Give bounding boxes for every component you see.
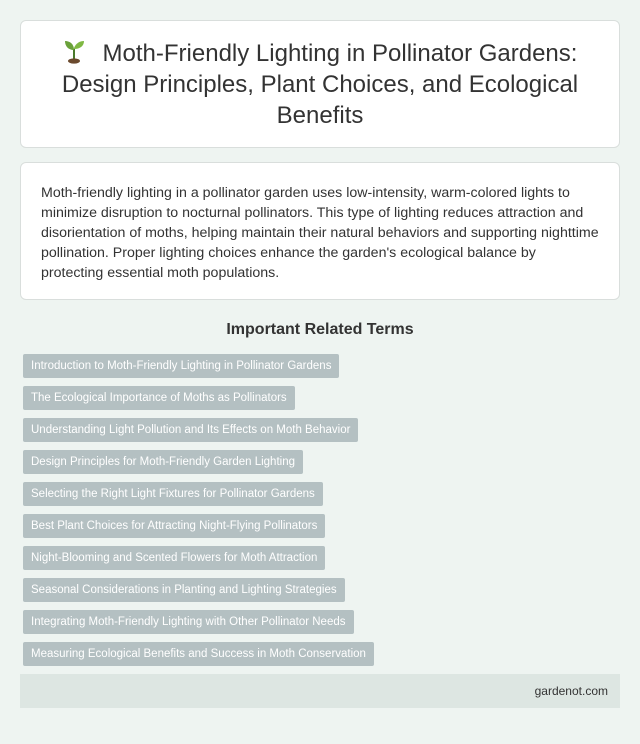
related-term-tag[interactable]: Integrating Moth-Friendly Lighting with Other Pollinator Needs: [23, 610, 354, 634]
related-term-tag[interactable]: The Ecological Importance of Moths as Pollinators: [23, 386, 295, 410]
related-terms-heading: Important Related Terms: [226, 321, 414, 338]
title-text: Moth-Friendly Lighting in Pollinator Gardens: Design Principles, Plant Choices, and Ecological Benefits: [61, 39, 579, 129]
sprout-icon: [63, 38, 85, 64]
summary-text: Moth-friendly lighting in a pollinator garden uses low-intensity, warm-colored lights to minimize disruption to nocturnal pollinators. This type of lighting reduces attraction and disorientation of moths, helping maintain their natural behaviors and supporting nighttime pollination. Proper lighting choices enhance the garden's ecological balance by protecting essential moth populations.: [41, 185, 599, 281]
related-term-tag[interactable]: Best Plant Choices for Attracting Night-Flying Pollinators: [23, 514, 325, 538]
title-card: [20, 20, 620, 148]
related-term-tag[interactable]: Night-Blooming and Scented Flowers for Moth Attraction: [23, 546, 325, 570]
related-term-tag[interactable]: Measuring Ecological Benefits and Success in Moth Conservation: [23, 642, 374, 666]
footer: [20, 674, 620, 708]
related-term-tag[interactable]: Introduction to Moth-Friendly Lighting in Pollinator Gardens: [23, 354, 339, 378]
page-title: [51, 38, 589, 131]
related-term-tag[interactable]: Selecting the Right Light Fixtures for Pollinator Gardens: [23, 482, 323, 506]
related-term-tag[interactable]: Understanding Light Pollution and Its Effects on Moth Behavior: [23, 418, 358, 442]
related-term-tag[interactable]: Design Principles for Moth-Friendly Garden Lighting: [23, 450, 303, 474]
related-terms-list: [20, 354, 620, 666]
site-name[interactable]: gardenot.com: [534, 684, 608, 698]
related-term-tag[interactable]: Seasonal Considerations in Planting and Lighting Strategies: [23, 578, 345, 602]
summary-card: [20, 162, 620, 300]
